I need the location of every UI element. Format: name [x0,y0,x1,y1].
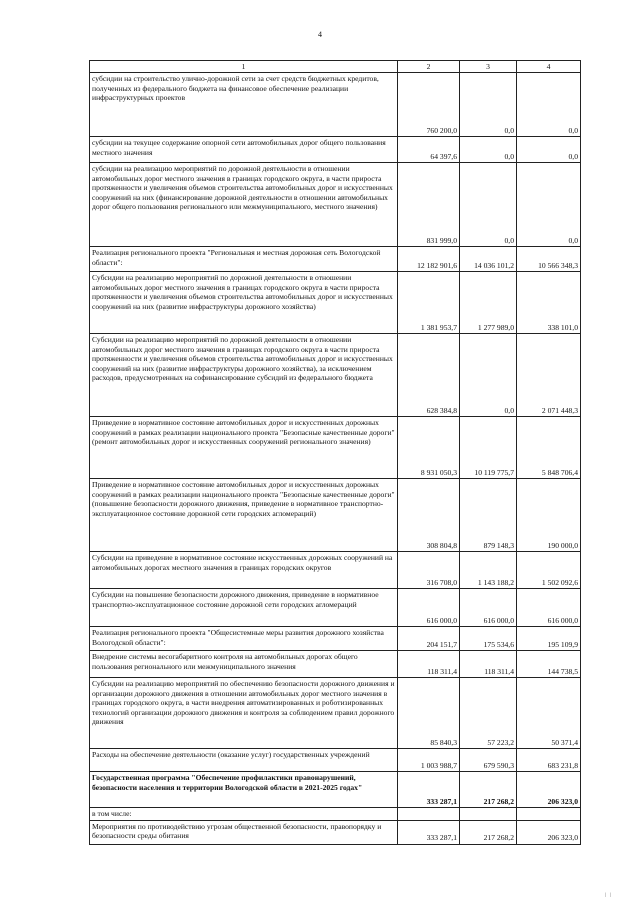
row-value-col3 [460,808,517,820]
row-value-col4: 190 000,0 [517,479,581,552]
table-row [90,651,581,678]
table-row [90,163,581,247]
row-description: Реализация регионального проекта "Общесистемные меры развития дорожного хозяйства Вологодской области": [90,627,398,651]
row-description: субсидии на реализацию мероприятий по дорожной деятельности в отношении автомобильных дорог местного значения в границах городского округа, в части прироста протяженности и увеличения объемов строительства автомобильных дорог и искусственных сооружений на них (финансирование дорожной деятельности в отношении автомобильных дорог общего пользования регионального или межмуниципального, местного значения) [90,163,398,247]
row-value-col3: 10 119 775,7 [460,417,517,479]
row-value-col4: 10 566 348,3 [517,247,581,272]
table-row [90,627,581,651]
row-value-col2: 831 999,0 [398,163,460,247]
row-value-col3: 0,0 [460,334,517,417]
row-value-col2: 8 931 050,3 [398,417,460,479]
budget-table [89,60,581,845]
column-header-4: 4 [517,61,581,73]
row-description: Приведение в нормативное состояние автомобильных дорог и искусственных дорожных сооружений в рамках реализации национального проекта "Безопасные качественные дороги" (повышение безопасности дорожного движения, приведение в нормативное транспортно-эксплуатационное состояние дорожной сети городских агломераций) [90,479,398,552]
row-value-col2: 628 384,8 [398,334,460,417]
row-value-col4: 1 502 092,6 [517,552,581,589]
row-value-col2: 12 182 901,6 [398,247,460,272]
row-value-col4: 195 109,9 [517,627,581,651]
row-value-col3: 217 268,2 [460,820,517,844]
row-value-col2: 760 200,0 [398,73,460,137]
row-value-col3: 175 534,6 [460,627,517,651]
table-row [90,73,581,137]
row-description: Субсидии на реализацию мероприятий по дорожной деятельности в отношении автомобильных дорог местного значения в границах городского округа в части прироста протяженности и увеличения объемов строительства автомобильных дорог и искусственных сооружений на них (развитие инфраструктуры дорожного хозяйства), за исключением расходов, предусмотренных на софинансирование субсидий из федерального бюджета [90,334,398,417]
row-description: Субсидии на реализацию мероприятий по дорожной деятельности в отношении автомобильных дорог местного значения в границах городского округа в части прироста протяженности и увеличения объемов строительства автомобильных дорог и искусственных сооружений на них (развитие инфраструктуры дорожного хозяйства) [90,272,398,334]
table-row [90,137,581,163]
table-row [90,678,581,749]
row-value-col3: 0,0 [460,163,517,247]
row-value-col2 [398,808,460,820]
row-value-col2: 308 804,8 [398,479,460,552]
row-value-col4: 616 000,0 [517,589,581,627]
row-description: субсидии на текущее содержание опорной сети автомобильных дорог общего пользования местного значения [90,137,398,163]
row-description: в том числе: [90,808,398,820]
table-row [90,272,581,334]
row-value-col3: 679 590,3 [460,749,517,772]
row-value-col2: 204 151,7 [398,627,460,651]
row-value-col3: 0,0 [460,137,517,163]
row-value-col3: 616 000,0 [460,589,517,627]
row-description: Расходы на обеспечение деятельности (оказание услуг) государственных учреждений [90,749,398,772]
row-value-col2: 1 381 953,7 [398,272,460,334]
row-value-col4: 2 071 448,3 [517,334,581,417]
table-row [90,479,581,552]
row-value-col3: 118 311,4 [460,651,517,678]
table-row [90,247,581,272]
column-header-1: 1 [90,61,398,73]
row-description: Внедрение системы весогабаритного контроля на автомобильных дорогах общего пользования регионального или межмуниципального значения [90,651,398,678]
row-value-col4: 206 323,0 [517,820,581,844]
row-value-col3: 879 148,3 [460,479,517,552]
table-row [90,772,581,808]
row-value-col3: 217 268,2 [460,772,517,808]
row-value-col2: 64 397,6 [398,137,460,163]
table-row [90,808,581,820]
row-value-col2: 1 003 988,7 [398,749,460,772]
row-value-col3: 1 143 188,2 [460,552,517,589]
row-description: субсидии на строительство улично-дорожной сети за счет средств бюджетных кредитов, полученных из федерального бюджета на финансовое обеспечение реализации инфраструктурных проектов [90,73,398,137]
row-value-col2: 118 311,4 [398,651,460,678]
row-value-col4: 0,0 [517,163,581,247]
row-value-col3: 14 036 101,2 [460,247,517,272]
row-value-col4: 144 738,5 [517,651,581,678]
table-row [90,552,581,589]
column-header-3: 3 [460,61,517,73]
row-description: Государственная программа "Обеспечение профилактики правонарушений, безопасности населения и территории Вологодской области в 2021-2025 годах" [90,772,398,808]
row-description: Приведение в нормативное состояние автомобильных дорог и искусственных дорожных сооружений в рамках реализации национального проекта "Безопасные качественные дороги" (ремонт автомобильных дорог и искусственных сооружений регионального значения) [90,417,398,479]
row-value-col2: 316 708,0 [398,552,460,589]
row-value-col2: 85 840,3 [398,678,460,749]
row-description: Субсидии на приведение в нормативное состояние искусственных дорожных сооружений на автомобильных дорогах местного значения в границах городских округов [90,552,398,589]
row-value-col3: 57 223,2 [460,678,517,749]
row-value-col4: 0,0 [517,73,581,137]
table-row [90,417,581,479]
page-number: 4 [318,30,322,39]
row-value-col4: 338 101,0 [517,272,581,334]
table-row [90,820,581,844]
row-value-col4: 0,0 [517,137,581,163]
row-value-col4: 206 323,0 [517,772,581,808]
row-value-col2: 333 287,1 [398,820,460,844]
table-row [90,334,581,417]
row-value-col3: 0,0 [460,73,517,137]
row-value-col4: 683 231,8 [517,749,581,772]
row-description: Субсидии на реализацию мероприятий по обеспечению безопасности дорожного движения и организации дорожного движения в отношении автомобильных дорог местного значения в границах городского округа, в части внедрения автоматизированных и роботизированных технологий организации дорожного движения и контроля за соблюдением правил дорожного движения [90,678,398,749]
table-header-row [90,61,581,73]
table-row [90,749,581,772]
row-description: Мероприятия по противодействию угрозам общественной безопасности, правопорядку и безопасности среды обитания [90,820,398,844]
row-value-col4: 5 848 706,4 [517,417,581,479]
row-description: Реализация регионального проекта "Региональная и местная дорожная сеть Вологодской области": [90,247,398,272]
row-description: Субсидии на повышение безопасности дорожного движения, приведение в нормативное транспортно-эксплуатационное состояние дорожной сети городских агломераций [90,589,398,627]
budget-table-body [90,61,581,845]
table-row [90,589,581,627]
row-value-col2: 333 287,1 [398,772,460,808]
row-value-col4 [517,808,581,820]
row-value-col4: 50 371,4 [517,678,581,749]
row-value-col2: 616 000,0 [398,589,460,627]
row-value-col3: 1 277 989,0 [460,272,517,334]
column-header-2: 2 [398,61,460,73]
scan-corner-mark: | | [605,892,612,897]
